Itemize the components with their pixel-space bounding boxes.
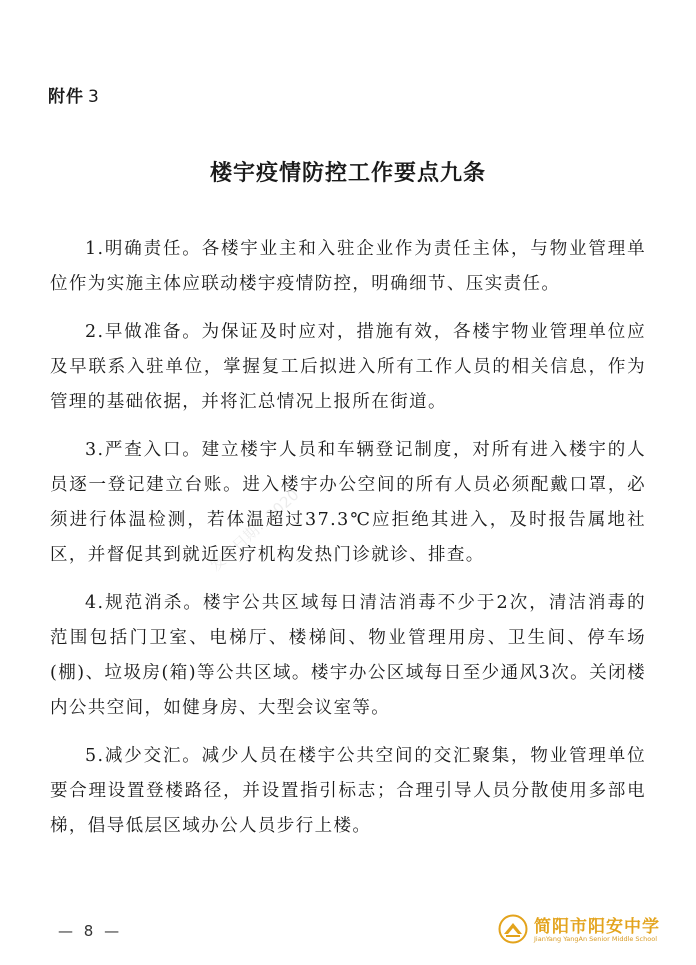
school-name: 简阳市阳安中学 xyxy=(534,917,660,937)
attachment-label-text: 附件 xyxy=(48,87,84,107)
document-title: 楼宇疫情防控工作要点九条 xyxy=(209,161,486,186)
paragraph-4: 4.规范消杀。楼宇公共区域每日清洁消毒不少于2次，清洁消毒的范围包括门卫室、电梯厅、楼梯间、物业管理用房、卫生间、停车场(棚)、垃圾房(箱)等公共区域。楼宇办公区域每日至少通风3次。关闭楼内公共空间，如健身房、大型会议室等。 xyxy=(50,593,646,718)
attachment-number: 3 xyxy=(88,87,100,107)
attachment-label xyxy=(48,82,100,107)
document-body xyxy=(50,232,646,857)
watermark: 发布日期：2020 xyxy=(206,485,303,575)
paragraph-3: 3.严查入口。建立楼宇人员和车辆登记制度，对所有进入楼宇的人员逐一登记建立台账。进入楼宇办公空间的所有人员必须配戴口罩，必须进行体温检测，若体温超过37.3℃应拒绝其进入，及时报告属地社区，并督促其到就近医疗机构发热门诊就诊、排查。 xyxy=(50,440,646,565)
school-logo xyxy=(498,912,678,952)
school-english-name: JianYang YangAn Senior Middle School xyxy=(534,935,658,943)
school-emblem-icon xyxy=(498,914,528,944)
paragraph-2: 2.早做准备。为保证及时应对，措施有效，各楼宇物业管理单位应及早联系入驻单位，掌握复工后拟进入所有工作人员的相关信息，作为管理的基础依据，并将汇总情况上报所在街道。 xyxy=(50,322,646,412)
paragraph-5: 5.减少交汇。减少人员在楼宇公共空间的交汇聚集，物业管理单位要合理设置登楼路径，并设置指引标志；合理引导人员分散使用多部电梯，倡导低层区域办公人员步行上楼。 xyxy=(50,746,646,836)
paragraph-1: 1.明确责任。各楼宇业主和入驻企业作为责任主体，与物业管理单位作为实施主体应联动楼宇疫情防控，明确细节、压实责任。 xyxy=(50,239,646,294)
page-number: — 8 — xyxy=(58,922,123,940)
